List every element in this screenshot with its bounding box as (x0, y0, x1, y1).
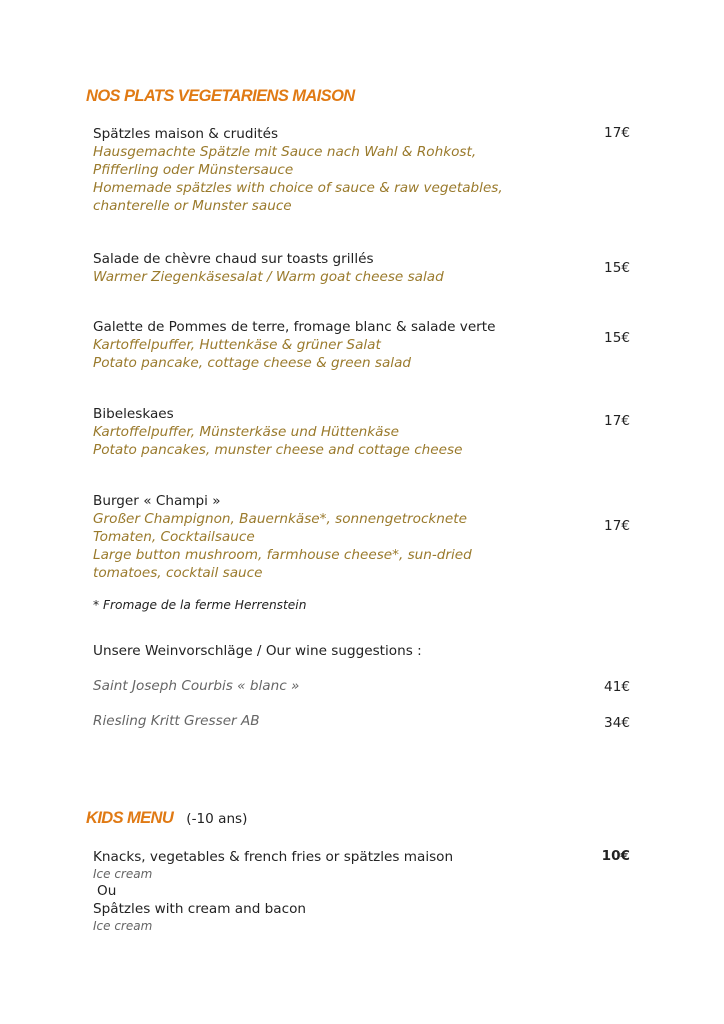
section-title-kids: KIDS MENU (86, 809, 174, 827)
item-desc-de: Hausgemachte Spätzle mit Sauce nach Wahl & Rohkost, (93, 144, 477, 160)
wine-heading: Unsere Weinvorschläge / Our wine suggestions : (93, 643, 422, 659)
menu-item-bibeleskaes (93, 405, 462, 459)
item-desc-en: tomatoes, cocktail sauce (93, 565, 263, 581)
item-desc-de: Kartoffelpuffer, Huttenkäse & grüner Salat (93, 337, 381, 353)
section-title-vegetarian: NOS PLATS VEGETARIENS MAISON (86, 87, 355, 105)
kids-menu-item (93, 848, 453, 934)
kids-dessert-2: Ice cream (93, 919, 153, 933)
item-desc-en: Homemade spätzles with choice of sauce & raw vegetables, (93, 180, 503, 196)
kids-header (86, 808, 247, 828)
menu-item-burger-champi (93, 492, 472, 582)
kids-option-1: Knacks, vegetables & french fries or spätzles maison (93, 849, 454, 865)
item-desc-de: Kartoffelpuffer, Münsterkäse und Hüttenkäse (93, 424, 399, 440)
footnote: * Fromage de la ferme Herrenstein (93, 598, 307, 612)
item-price: 15€ (604, 330, 630, 346)
item-name-fr: Spätzles maison & crudités (93, 126, 279, 142)
item-desc-en: Potato pancakes, munster cheese and cottage cheese (93, 442, 463, 458)
menu-item-spatzles (93, 125, 503, 215)
item-name-fr: Burger « Champi » (93, 493, 221, 509)
item-price: 17€ (604, 413, 630, 429)
wine-price: 41€ (604, 679, 630, 695)
item-name-fr: Galette de Pommes de terre, fromage blanc & salade verte (93, 319, 496, 335)
item-price: 15€ (604, 260, 630, 276)
item-desc-de-en: Warmer Ziegenkäsesalat / Warm goat cheese salad (93, 269, 444, 285)
item-price: 17€ (604, 518, 630, 534)
item-price: 17€ (604, 125, 630, 141)
kids-or: Ou (97, 883, 117, 899)
item-desc-en: chanterelle or Munster sauce (93, 198, 292, 214)
item-name-fr: Salade de chèvre chaud sur toasts grillés (93, 251, 374, 267)
item-desc-en: Large button mushroom, farmhouse cheese*, sun-dried (93, 547, 472, 563)
item-desc-de: Pfifferling oder Münstersauce (93, 162, 294, 178)
item-desc-de: Großer Champignon, Bauernkäse*, sonnengetrocknete (93, 511, 467, 527)
kids-dessert-1: Ice cream (93, 867, 153, 881)
wine-name: Riesling Kritt Gresser AB (93, 713, 260, 729)
menu-item-potato-galette (93, 318, 495, 372)
item-desc-de: Tomaten, Cocktailsauce (93, 529, 255, 545)
kids-option-2: Spâtzles with cream and bacon (93, 901, 307, 917)
wine-price: 34€ (604, 715, 630, 731)
wine-name: Saint Joseph Courbis « blanc » (93, 678, 300, 694)
kids-price: 10€ (601, 848, 630, 864)
item-name-fr: Bibeleskaes (93, 406, 174, 422)
menu-item-goat-salad (93, 250, 444, 286)
item-desc-en: Potato pancake, cottage cheese & green salad (93, 355, 412, 371)
kids-age-note: (-10 ans) (186, 811, 248, 827)
